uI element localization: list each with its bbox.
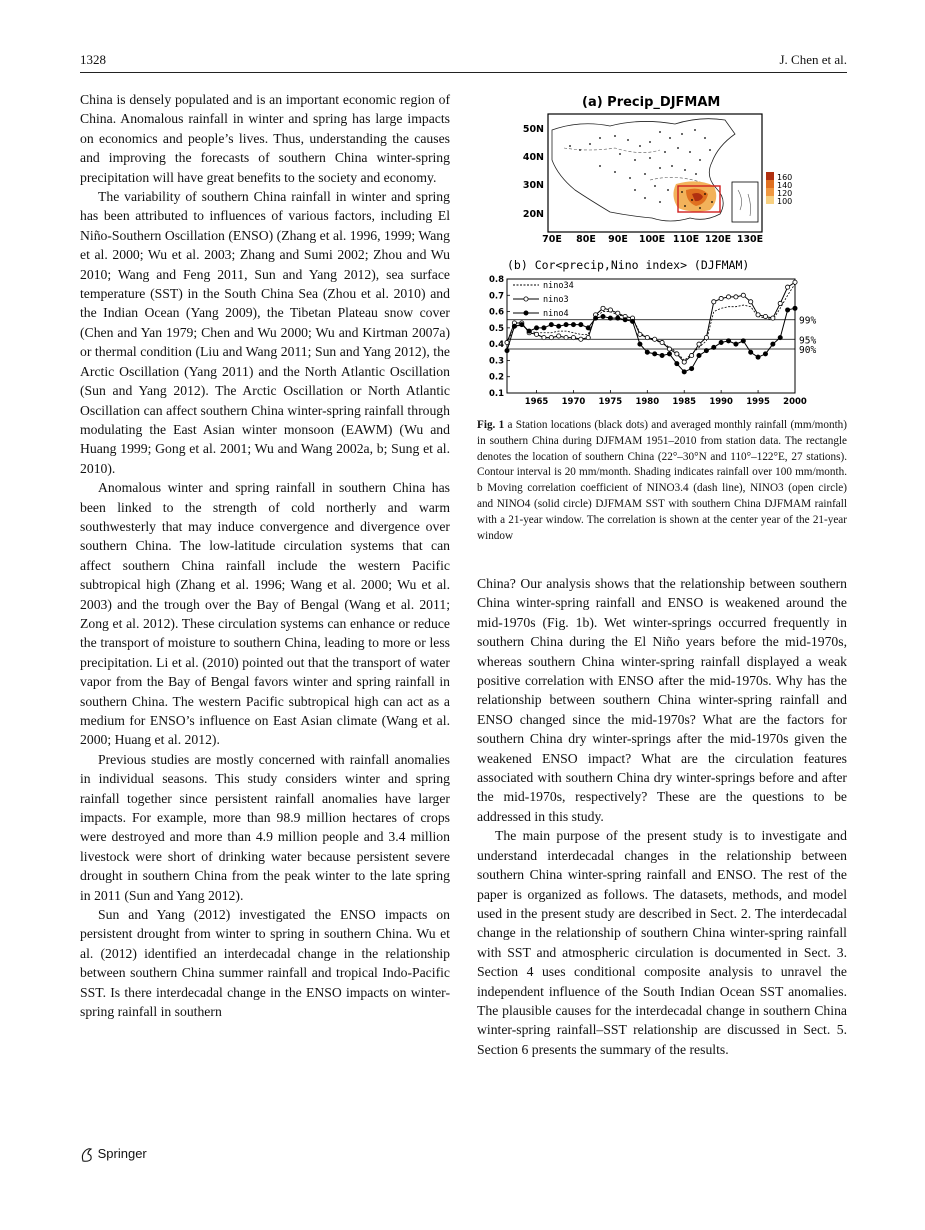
threshold-label: 95%	[799, 335, 817, 347]
data-point-nino3	[786, 285, 790, 289]
publisher-name: Springer	[97, 1146, 147, 1161]
data-point-nino3	[586, 336, 590, 340]
data-point-nino3	[712, 300, 716, 304]
data-point-nino3	[778, 301, 782, 305]
threshold-label: 90%	[799, 345, 817, 357]
y-tick-label: 0.6	[488, 307, 504, 318]
lon-label: 80E	[576, 234, 596, 245]
data-point-nino3	[682, 360, 686, 364]
data-point-nino3	[697, 342, 701, 346]
lat-label: 30N	[522, 180, 544, 191]
data-point-nino4	[630, 319, 634, 323]
panel-a-title: (a) Precip_DJFMAM	[582, 95, 721, 110]
data-point-nino4	[579, 323, 583, 327]
paragraph: China? Our analysis shows that the relationship between southern China winter-spring rainfall and ENSO is weakened around the mid-1970s (Fig. 1b). Wet winter-springs occurred frequently in southern China during the El Niño years before the mid-1970s, whereas southern China winter-spring rainfall displayed a weak positive correlation with ENSO after the mid-1970s. Why has the relationship between southern China winter-spring rainfall and ENSO changed since the mid-1970s? What are the factors for southern China dry winter-springs after the mid-1970s given the weakened ENSO impact? What are the circulation features associated with southern China dry winter-springs before and after the mid-1970s, respectively? These are the questions to be addressed in this study.	[477, 576, 847, 824]
data-point-nino4	[726, 339, 730, 343]
springer-logo-icon	[80, 1147, 94, 1163]
data-point-nino3	[557, 334, 561, 338]
data-point-nino3	[579, 337, 583, 341]
lon-label: 120E	[704, 234, 732, 245]
data-point-nino3	[608, 308, 612, 312]
data-point-nino4	[616, 316, 620, 320]
figure-caption	[477, 418, 847, 544]
x-tick-label: 1985	[672, 397, 697, 407]
lat-label: 20N	[522, 209, 544, 220]
data-point-nino4	[786, 308, 790, 312]
x-tick-label: 1980	[635, 397, 660, 407]
data-point-nino3	[726, 295, 730, 299]
data-point-nino4	[653, 352, 657, 356]
caption-text: a Station locations (black dots) and averaged monthly rainfall (mm/month) in southern China during DJFMAM 1951–2010 from station data. The rectangle denotes the location of southern China (22°–30°N and 110°–122°E, 27 stations). Contour interval is 20 mm/month. Shading indicates rainfall over 100 mm/month. b Moving correlation coefficient of NINO3.4 (dash line), NINO3 (open circle) and NINO4 (solid circle) DJFMAM SST with southern China DJFMAM rainfall with a 21-year window. The correlation is shown at the center year of the 21-year window	[477, 419, 847, 542]
data-point-nino3	[571, 336, 575, 340]
data-point-nino4	[675, 362, 679, 366]
data-point-nino4	[771, 342, 775, 346]
y-tick-label: 0.7	[488, 291, 504, 302]
data-point-nino3	[505, 340, 509, 344]
data-point-nino4	[697, 353, 701, 357]
data-point-nino4	[712, 345, 716, 349]
data-point-nino3	[756, 313, 760, 317]
page-header	[80, 52, 847, 72]
y-tick-label: 0.1	[488, 389, 504, 399]
data-point-nino3	[793, 280, 797, 284]
data-point-nino3	[667, 347, 671, 351]
legend-label: nino34	[543, 281, 574, 291]
lon-label: 130E	[736, 234, 764, 245]
lon-label: 70E	[542, 234, 562, 245]
data-point-nino3	[763, 314, 767, 318]
paragraph: The main purpose of the present study is to investigate and understand interdecadal changes in the relationship between southern China winter-spring rainfall and ENSO. The rest of the paper is organized as follows. The datasets, methods, and model used in the present study are described in Sect. 2. The interdecadal change in the relationship of southern China winter-spring rainfall with SST and atmospheric circulation is documented in Sect. 3. Section 4 uses conditional composite analysis to unravel the independent influence of the South Indian Ocean SST anomalies. The plausible causes for the interdecadal change in southern China winter-spring rainfall–SST relationship are discussed in Sect. 5. Section 6 presents the summary of the results.	[477, 828, 847, 1057]
legend-label: 140	[777, 181, 793, 190]
data-point-nino3	[601, 306, 605, 310]
data-point-nino3	[771, 316, 775, 320]
data-point-nino3	[690, 353, 694, 357]
data-point-nino4	[645, 350, 649, 354]
y-tick-label: 0.5	[488, 323, 504, 334]
y-tick-label: 0.3	[488, 356, 504, 367]
data-point-nino3	[653, 337, 657, 341]
lat-label: 50N	[522, 124, 544, 135]
data-point-nino4	[586, 326, 590, 330]
data-point-nino4	[667, 352, 671, 356]
paragraph: Previous studies are mostly concerned with rainfall anomalies in individual seasons. This study considers winter and spring rainfall together since persistent rainfall anomalies have larger impacts. For example, more than 98.9 million hectares of crops were destroyed and more than 4.9 million people and 3.4 million livestock were short of drinking water because persistent severe drought in southern China from the peak winter to the late spring in 2011 (Sun and Yang 2012).	[80, 751, 450, 903]
page-footer	[80, 1146, 147, 1163]
data-point-nino4	[660, 353, 664, 357]
header-rule	[80, 72, 847, 73]
data-point-nino4	[690, 366, 694, 370]
x-tick-label: 1975	[598, 397, 623, 407]
x-tick-label: 1970	[561, 397, 586, 407]
lat-label: 40N	[522, 152, 544, 163]
x-tick-label: 1965	[524, 397, 549, 407]
y-tick-label: 0.2	[488, 372, 504, 383]
data-point-nino4	[756, 355, 760, 359]
data-point-nino4	[512, 324, 516, 328]
legend-label: nino4	[543, 309, 569, 319]
legend-label: nino3	[543, 295, 569, 305]
data-point-nino4	[623, 318, 627, 322]
data-point-nino4	[778, 336, 782, 340]
data-point-nino4	[534, 326, 538, 330]
legend-label: 120	[777, 189, 793, 198]
data-point-nino3	[749, 300, 753, 304]
data-point-nino4	[549, 323, 553, 327]
legend-label: 100	[777, 197, 793, 206]
running-author: J. Chen et al.	[779, 52, 847, 67]
data-point-nino4	[734, 342, 738, 346]
data-point-nino4	[542, 326, 546, 330]
data-point-nino4	[608, 316, 612, 320]
legend-marker-nino3	[524, 297, 528, 301]
data-point-nino3	[534, 332, 538, 336]
paragraph: China is densely populated and is an important economic region of China. Anomalous rainfall in winter and spring has large impacts on economics and people’s lives. Thus, understanding the causes and improving the forecasts of southern China winter-spring precipitation will have great benefits to the society and economy.	[80, 92, 450, 185]
data-point-nino3	[660, 340, 664, 344]
data-point-nino3	[542, 336, 546, 340]
legend-swatch	[766, 180, 774, 188]
data-point-nino3	[564, 336, 568, 340]
y-tick-label: 0.8	[488, 275, 504, 285]
data-point-nino3	[719, 296, 723, 300]
left-column	[80, 90, 450, 1022]
lon-label: 90E	[608, 234, 628, 245]
data-point-nino4	[571, 323, 575, 327]
page-number: 1328	[80, 52, 106, 67]
data-point-nino3	[704, 336, 708, 340]
data-point-nino3	[616, 311, 620, 315]
data-point-nino4	[520, 323, 524, 327]
panel-b-title: (b) Cor<precip,Nino index> (DJFMAM)	[507, 258, 750, 272]
data-point-nino3	[675, 352, 679, 356]
y-tick-label: 0.4	[488, 340, 504, 351]
chart-threshold-lines	[507, 316, 816, 356]
legend-marker-nino4	[524, 311, 528, 315]
data-point-nino4	[682, 370, 686, 374]
data-point-nino4	[763, 352, 767, 356]
figure-panel-b-chart	[477, 257, 847, 409]
data-point-nino3	[638, 332, 642, 336]
data-point-nino4	[741, 339, 745, 343]
right-column	[477, 574, 847, 1059]
figure-panel-a-map	[500, 90, 800, 248]
paragraph: Anomalous winter and spring rainfall in southern China has been linked to the strength of cold northerly and warm southwesterly that may induce convergence and divergence over southern China. The low-latitude circulation systems that can affect southern China rainfall include the western Pacific subtropical high (Zhang et al. 1996; Wang et al. 2000; Wu et al. 2003) and the trough over the Bay of Bengal (Wang et al. 2011; Zong et al. 2012). These circulation systems can enhance or reduce the transport of moisture to southern China, leading to more or less precipitation. Li et al. (2010) pointed out that the transport of water vapor from the Bay of Bengal favors winter and spring rainfall in southern China. The western Pacific subtropical high can act as a medium for ENSO’s influence on East Asian climate (Wang et al. 2000; Huang et al. 2012).	[80, 480, 450, 748]
legend-swatch	[766, 172, 774, 180]
chart-axes	[489, 275, 807, 407]
data-point-nino4	[719, 340, 723, 344]
chart-legend	[513, 281, 574, 319]
x-tick-label: 2000	[783, 397, 807, 407]
lon-label: 100E	[638, 234, 666, 245]
data-point-nino4	[505, 349, 509, 353]
map-frame	[548, 114, 762, 232]
data-point-nino4	[749, 350, 753, 354]
data-point-nino4	[704, 349, 708, 353]
data-point-nino3	[645, 336, 649, 340]
lon-label: 110E	[672, 234, 700, 245]
threshold-label: 99%	[799, 315, 817, 327]
x-tick-label: 1995	[746, 397, 770, 407]
data-point-nino3	[741, 293, 745, 297]
data-point-nino3	[549, 336, 553, 340]
paragraph: The variability of southern China rainfall in winter and spring has been attributed to influences of various factors, including El Niño-Southern Oscillation (ENSO) (Zhang et al. 1996, 1999; Wang et al. 2000; Wu et al. 2003; Zhang and Sumi 2002; Zhou and Wu 2010; Wang and Feng 2011, Sun and Yang 2012), sea surface temperature (SST) in the South China Sea (Zhou et al. 2010) and the Indian Ocean (Yang 2009), the Tibetan Plateau snow cover (Chen and Yan 1979; Chen and Wu 2000; Wu and Kirtman 2007a) or thermal condition (Liu and Wang 2011; Sun and Yang 2012), the Arctic Oscillation (Yang 2011) and the North Atlantic Oscillation (Sun and Yang 2012). The Arctic Oscillation or North Atlantic Oscillation can affect southern China winter-spring rainfall through modulating the East Asian winter monsoon (EAWM) (Wu and Huang 1999; Gong et al. 2001; Wu and Wang 2002a, b; Sung et al. 2010).	[80, 189, 450, 476]
legend-swatch	[766, 196, 774, 204]
figure-label: Fig. 1	[477, 419, 505, 431]
data-point-nino4	[638, 342, 642, 346]
legend-swatch	[766, 188, 774, 196]
data-point-nino4	[564, 323, 568, 327]
data-point-nino4	[601, 314, 605, 318]
data-point-nino4	[527, 329, 531, 333]
x-tick-label: 1990	[709, 397, 733, 407]
data-point-nino4	[793, 306, 797, 310]
legend-label: 160	[777, 173, 793, 182]
data-point-nino4	[594, 316, 598, 320]
paragraph: Sun and Yang (2012) investigated the ENSO impacts on persistent drought from winter to spring in southern China. Wu et al. (2012) identified an interdecadal change in the relationship between southern China summer rainfall and tropical Indo-Pacific SST. Is there interdecadal change in the ENSO impacts on winter-spring rainfall in southern	[80, 907, 450, 1020]
data-point-nino4	[557, 324, 561, 328]
data-point-nino3	[734, 295, 738, 299]
